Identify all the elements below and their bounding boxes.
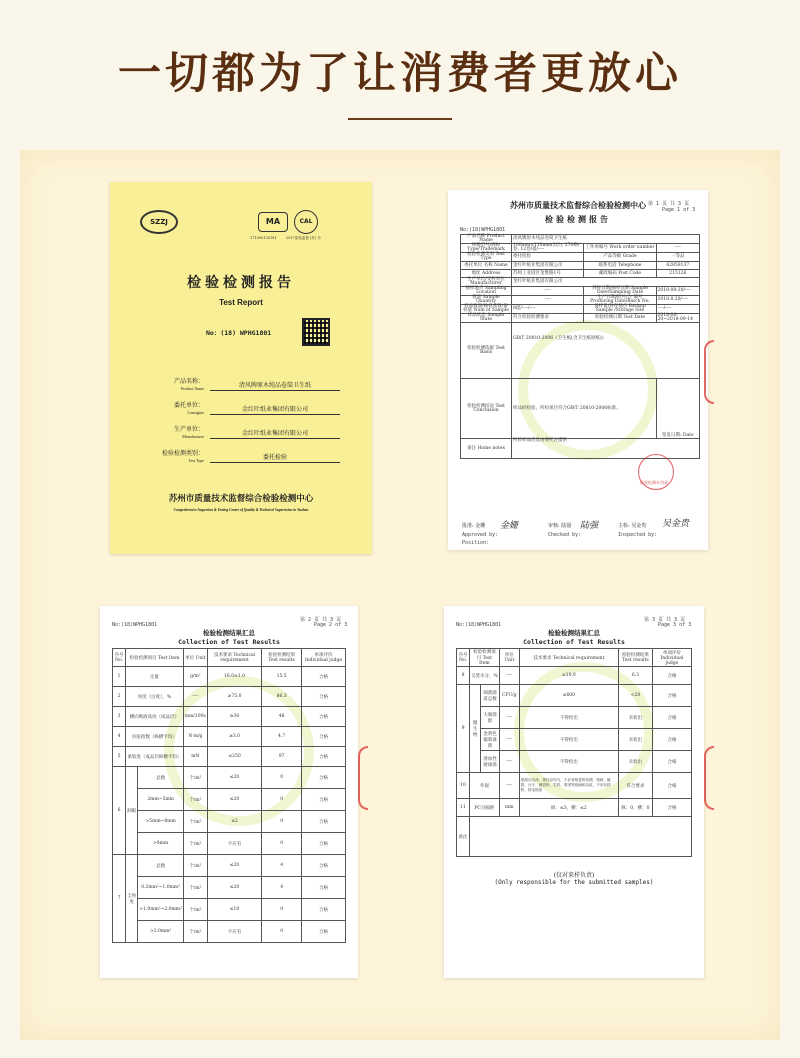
- table-row: 样品数量/抽样基数/备样量 Num of Sample 8提/----/---- 备样量/封存地点 Backup Sample /Storage Site ----/----: [461, 305, 700, 314]
- table-row: 备注 Home notes 所检样品信息由委托方提供: [461, 439, 700, 459]
- table-row: 规格型号/商标 Type/Trademark 100mm×110mm(3层), 270格/卷, 12卷/提/---- 工作单编号 Work order number ----: [461, 244, 700, 253]
- table-row: 2mm~5mm 个/m² ≤20 0 合格: [113, 789, 346, 811]
- table-row: 样品状态 Sample State 符合检验检测要求 检验检测日期 Test Date 2018-08-20~2018-09-14: [461, 314, 700, 323]
- table-row: 9 微生物 细菌菌落总数 CFU/g ≤600 <20 合格: [457, 685, 692, 707]
- checked-by-en: Checked by:: [548, 532, 582, 538]
- table-row: 8 交货水分，% ---- ≤10.0 6.3 合格: [457, 667, 692, 685]
- position-en: Position:: [462, 540, 490, 546]
- table-row: 检验检测结论 Test Conclusion 样品经检验，所检项目符合GB/T 20810-2006标准。 签发日期: Date: [461, 379, 700, 439]
- page2-title-en: Collection of Test Results: [178, 638, 280, 646]
- headline-divider: [348, 118, 452, 120]
- table-row: >8mm 个/m² 不应有 0 合格: [113, 833, 346, 855]
- table-row: 6 洞眼 总数 个/m² ≤20 0 合格: [113, 767, 346, 789]
- table-row: 大肠菌群 ---- 不得检出 未检出 合格: [457, 707, 692, 729]
- results-table: [456, 648, 692, 857]
- table-row: 检验检测类别 Test Type 委托检验 产品等级 Grade 一等品: [461, 253, 700, 262]
- report-page-2: [100, 606, 358, 978]
- table-row: 产品名称 Product Name 清风牌原木纯品卷筒卫生纸: [461, 235, 700, 244]
- product-name-value: 清风牌原木纯品卷筒卫生纸: [210, 380, 340, 391]
- table-row: 1 定量 g/m² 16.0±1.0 15.5 合格: [113, 667, 346, 687]
- footer-note-en: (Only responsible for the submitted samples): [494, 879, 654, 886]
- page-headline: 一切都为了让消费者更放心: [118, 49, 682, 99]
- table-header: 序号 No. 检验检测项目 Test Item 单位 Unit 技术要求 Technical requirement 检验检测结果 Test results 单项评价 Individual judge: [113, 649, 346, 667]
- table-row: 7 尘埃度 总数 个/m² ≤20 4 合格: [113, 855, 346, 877]
- cal-cert-number: 2017质检监督 (苏) 号: [286, 236, 321, 240]
- table-row: 0.2mm²~1.0mm² 个/m² ≤20 4 合格: [113, 877, 346, 899]
- page2-title-cn: 检验检测结果汇总: [203, 629, 255, 637]
- table-row: 抽样地点 Sampling Location ---- 到样日期/抽样日期 Sample Date/Sampling Date 2018-08-20/----: [461, 287, 700, 296]
- table-row: 10 外观 ---- 纸面应洁净，皱纹应均匀，不应有明显的死褶、残缺、破损、沙子、硬质块、生料、浆团等纸病和杂质，不应有掉粉、掉毛现象 符合要求 合格: [457, 773, 692, 799]
- page-number-en: Page 1 of 3: [662, 207, 696, 213]
- report-page-3: [444, 606, 704, 978]
- table-row: 3 横向吸液高度（成品层） mm/100s ≥30 48 合格: [113, 707, 346, 727]
- cover-org-en: Comprehensive Inspection & Testing Center of Quality & Technical Supervision in Suzhou: [173, 508, 309, 512]
- field-label: 委托单位： Consigner: [173, 402, 204, 415]
- field-label: 检验检测类别： Test Type: [161, 450, 204, 463]
- manufacturer-value: 金红叶纸业集团有限公司: [210, 428, 340, 439]
- page-number: 第 2 页 共 3 页: [300, 617, 342, 623]
- report-number: No:(18)WPHG1801: [456, 622, 502, 628]
- qr-code: [302, 318, 330, 346]
- table-row: 11 PC分隔距 mm 纵：≤3，横：≤2 纵：0，横：0 合格: [457, 799, 692, 817]
- report-number: No:(18)WPHG1801: [460, 227, 506, 233]
- checked-label: 审核: 陆强: [548, 523, 572, 529]
- page3-title-cn: 检验检测结果汇总: [548, 629, 600, 637]
- results-table: [112, 648, 346, 943]
- cal-logo: CAL: [294, 210, 318, 234]
- table-row: 溶血性链球菌 ---- 不得检出 未检出 合格: [457, 751, 692, 773]
- consigner-value: 金红叶纸业集团有限公司: [210, 404, 340, 415]
- page-number-en: Page 3 of 3: [658, 622, 692, 628]
- report-cover: [110, 182, 372, 554]
- certificates-panel: [20, 150, 780, 1040]
- table-row: >1.0mm²~2.0mm² 个/m² ≤10 0 合格: [113, 899, 346, 921]
- table-row: 备注: [457, 817, 692, 857]
- page1-title-org: 苏州市质量技术监督综合检验检测中心: [510, 201, 646, 210]
- field-label: 生产单位： Manufacturer: [173, 426, 204, 439]
- footer-note-cn: (仅对来样负责): [553, 872, 595, 879]
- cover-org-cn: 苏州市质量技术监督综合检验检测中心: [168, 494, 314, 504]
- table-row: 生产单位/受检单位 Manufacturer 金红叶纸业集团有限公司: [461, 278, 700, 287]
- page1-title-report: 检验检测报告: [545, 215, 611, 224]
- ma-cert-number: 171000130181: [250, 236, 277, 240]
- test-type-value: 委托检验: [210, 452, 340, 463]
- inspected-label: 主检: 吴金贵: [618, 523, 647, 529]
- page-edge-stamp: [704, 340, 714, 404]
- report-info-table: [460, 234, 700, 459]
- table-row: 数量 Sample Quantity ---- 生产日期/批号/台 编号 Producing Date/Batch No. 2018.8.20/----: [461, 296, 700, 305]
- page-edge-stamp: [358, 746, 368, 810]
- table-row: 2 亮度（白度），% ---- ≥75.0 86.3 合格: [113, 687, 346, 707]
- signature-inspector: 吴金贵: [662, 519, 690, 529]
- field-label: 产品名称： Product Name: [173, 378, 204, 391]
- cover-title-cn: 检验检测报告: [187, 275, 295, 291]
- report-page-1: [448, 190, 708, 550]
- cover-report-number: No：(18) WPHG1801: [206, 329, 272, 337]
- stamp-text: 检验检测专用章: [640, 480, 668, 485]
- table-row: >5mm~8mm 个/m² ≤2 0 合格: [113, 811, 346, 833]
- table-row: 金黄色葡萄球菌 ---- 不得检出 未检出 合格: [457, 729, 692, 751]
- table-row: 检验检测依据 Test Basis GB/T 20810-2006《卫生纸(含卫生纸原纸)》: [461, 323, 700, 379]
- approved-label: 批准: 金姗: [462, 523, 486, 529]
- szzj-logo: SZZJ: [140, 210, 178, 234]
- table-row: 5 柔软度（成品层纵横平均） mN ≤250 97 合格: [113, 747, 346, 767]
- ma-logo: MA: [258, 212, 288, 232]
- table-row: >2.0mm² 个/m² 不应有 0 合格: [113, 921, 346, 943]
- table-header: 序号 No. 检验检测项目 Test Item 单位 Unit 技术要求 Technical requirement 检验检测结果 Test results 单项评价 Individual judge: [457, 649, 692, 667]
- page-number-en: Page 2 of 3: [314, 622, 348, 628]
- table-row: 4 抗张指数（纵横平均） N·m/g ≥3.0 4.7 合格: [113, 727, 346, 747]
- inspected-by-en: Inspected by:: [618, 532, 658, 538]
- page3-title-en: Collection of Test Results: [523, 638, 625, 646]
- table-row: 委托单位 名称 Name 金红叶纸业集团有限公司 联系电话 Telephone 62859137: [461, 262, 700, 270]
- cover-title-en: Test Report: [219, 298, 263, 307]
- signature-approver: 金姗: [500, 521, 519, 531]
- signature-checker: 陆强: [580, 521, 599, 531]
- page-number: 第 3 页 共 3 页: [644, 617, 686, 623]
- table-row: 地址 Address 苏州工业园区金胜路1号 邮政编码 Post Code 215126: [461, 270, 700, 278]
- page-edge-stamp: [704, 746, 714, 810]
- report-number: No:(18)WPHG1801: [112, 622, 158, 628]
- approved-by-en: Approved by:: [462, 532, 499, 538]
- page-number: 第 1 页 共 3 页: [648, 201, 690, 207]
